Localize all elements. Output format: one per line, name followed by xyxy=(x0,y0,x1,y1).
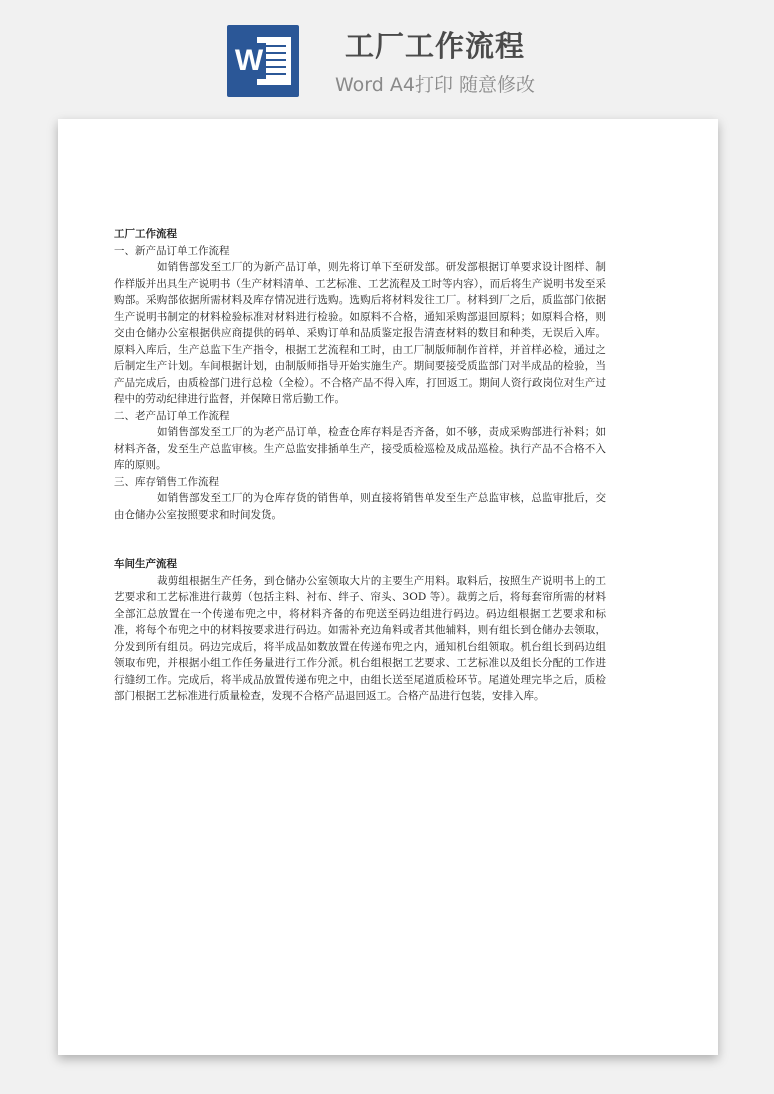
document-body xyxy=(114,226,606,705)
banner-title: 工厂工作流程 xyxy=(344,29,525,63)
banner-subtitle: Word A4打印 随意修改 xyxy=(334,74,535,96)
section-heading: 三、库存销售工作流程 xyxy=(114,475,219,488)
section-heading: 二、老产品订单工作流程 xyxy=(114,409,230,422)
section-paragraph: 如销售部发至工厂的为新产品订单，则先将订单下至研发部。研发部根据订单要求设计图样、制作样版并出具生产说明书（生产材料清单、工艺标准、工艺流程及工时等内容），而后将生产说明书发至采购部。采购部依据所需材料及库存情况进行选购。选购后将材料发往工厂。材料到厂之后，质监部门依据生产说明书制定的材料检验标准对材料进行检验。如原料不合格，通知采购部退回原料；如原料合格，则交由仓储办公室根据供应商提供的码单、采购订单和品质鉴定报告清查材料的数目和种类，无误后入库。原料入库后，生产总监下生产指令，根据工艺流程和工时，由工厂制版师制作首样，并首样必检，通过之后制定生产计划。车间根据计划，由制版师指导开始实施生产。期间要接受质监部门对半成品的检验，当产品完成后，由质检部门进行总检（全检）。不合格产品不得入库，打回返工。期间人资行政岗位对生产过程中的劳动纪律进行监督，并保障日常后勤工作。 xyxy=(114,261,606,405)
document-title: 工厂工作流程 xyxy=(114,228,177,240)
section-spacer xyxy=(114,523,606,556)
section-paragraph: 如销售部发至工厂的为仓库存货的销售单，则直接将销售单发至生产总监审核，总监审批后，交由仓储办公室按照要求和时间发货。 xyxy=(114,492,606,521)
workshop-heading: 车间生产流程 xyxy=(114,558,177,570)
word-letter-icon: W xyxy=(232,43,266,79)
section-paragraph: 如销售部发至工厂的为老产品订单，检查仓库存料是否齐备，如不够，责成采购部进行补料；如材料齐备，发至生产总监审核。生产总监安排插单生产，接受质检巡检及成品巡检。执行产品不合格不入库的原则。 xyxy=(114,426,606,471)
section-heading: 一、新产品订单工作流程 xyxy=(114,244,230,257)
header-banner xyxy=(0,0,774,110)
word-icon xyxy=(227,25,299,97)
workshop-paragraph: 裁剪组根据生产任务，到仓储办公室领取大片的主要生产用料。取料后，按照生产说明书上的工艺要求和工艺标准进行裁剪（包括主料、衬布、绊子、帘头、3OD 等）。裁剪之后，将每套帘所需的材料全部汇总放置在一个传递布兜之中，将材料齐备的布兜送至码边组进行码边。码边组根据工艺要求和标准，将每个布兜之中的材料按要求进行码边。如需补充边角料或者其他辅料，则有组长到仓储办去领取，分发到所有组员。码边完成后，将半成品如数放置在传递布兜之内，通知机台组领取。机台组长到码边组领取布兜，并根据小组工作任务量进行工作分派。机台组根据工艺要求、工艺标准以及组长分配的工作进行缝纫工作。完成后，将半成品放置传递布兜之中，由组长送至尾道质检环节。尾道处理完毕之后，质检部门根据工艺标准进行质量检查，发现不合格产品退回返工。合格产品进行包装，安排入库。 xyxy=(114,574,606,702)
